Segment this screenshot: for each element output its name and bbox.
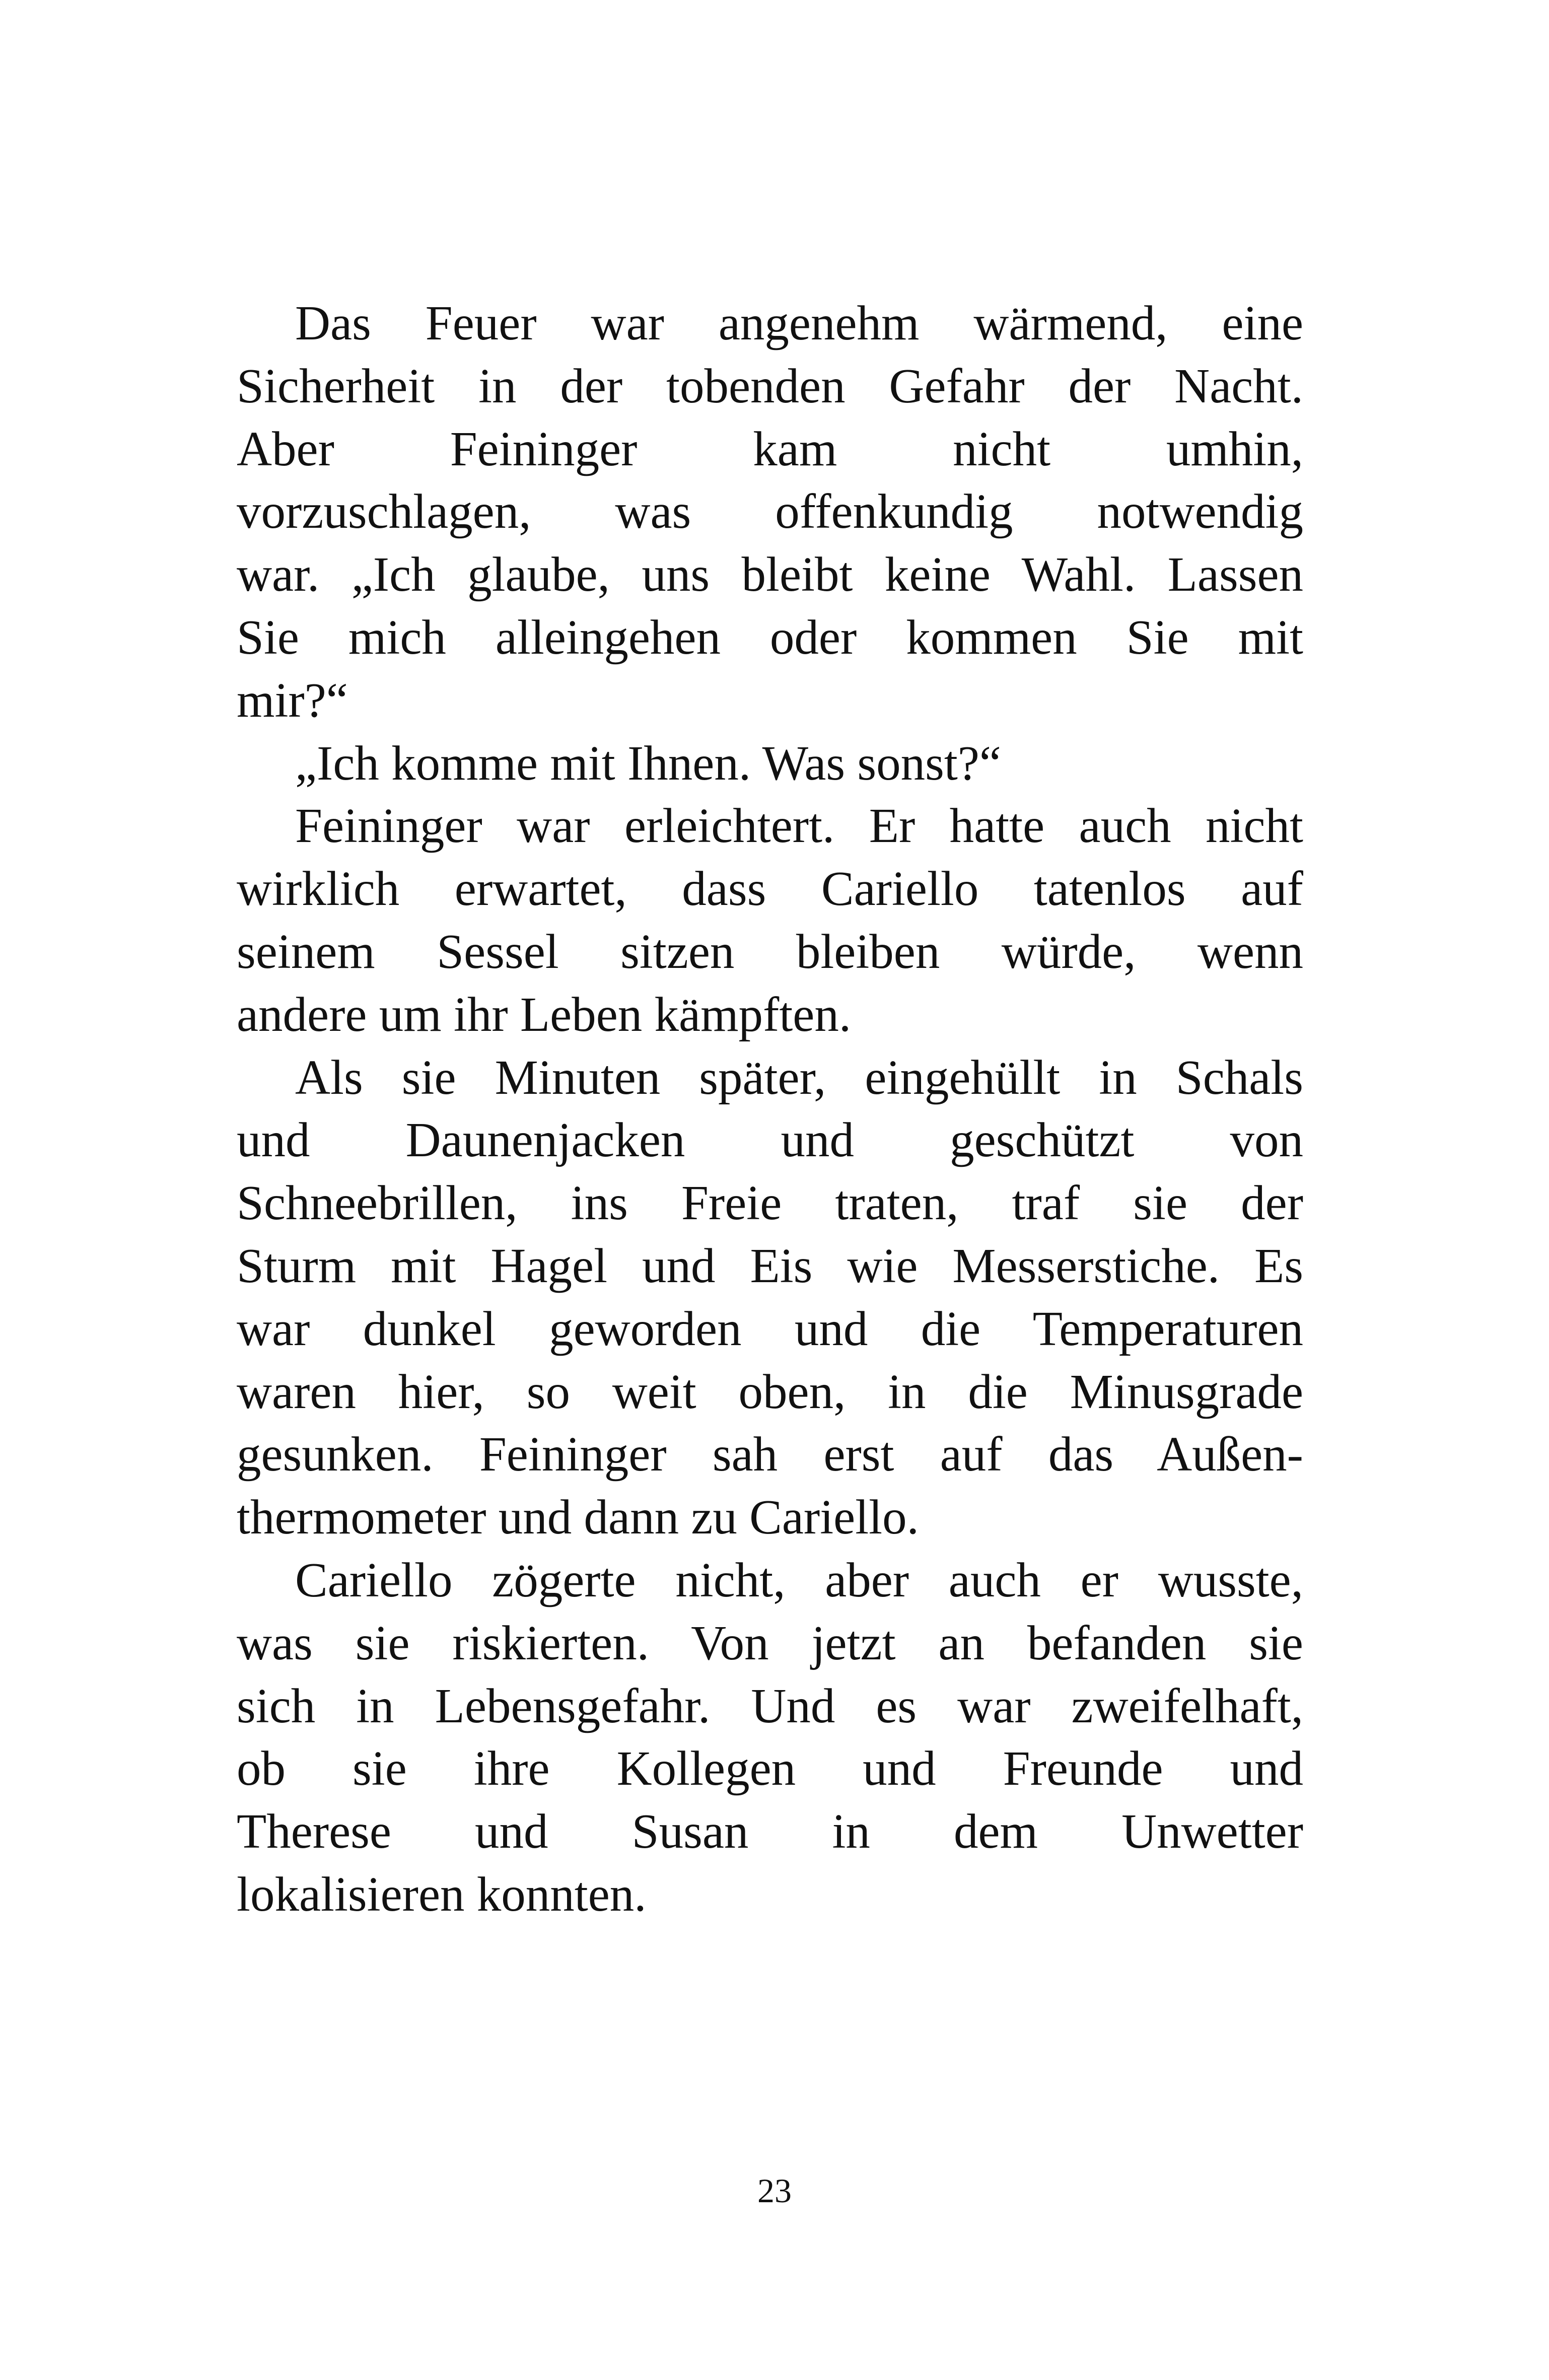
paragraph-4 <box>237 1046 1303 1549</box>
text-line: lokalisieren konnten. <box>237 1867 647 1921</box>
text-line: war. „Ich glaube, uns bleibt keine Wahl. Lassen <box>237 547 1303 602</box>
text-line: mir?“ <box>237 673 348 727</box>
text-line: Aber Feininger kam nicht umhin, <box>237 422 1303 476</box>
text-line: Als sie Minuten später, eingehüllt in Schals <box>295 1050 1303 1104</box>
paragraph-1 <box>237 292 1303 732</box>
text-line: Das Feuer war angenehm wärmend, eine <box>295 296 1303 350</box>
body-text <box>237 292 1303 1926</box>
text-line: gesunken. Feininger sah erst auf das Außen- <box>237 1427 1303 1482</box>
text-line: und Daunenjacken und geschützt von <box>237 1113 1303 1167</box>
text-line: Sie mich alleingehen oder kommen Sie mit <box>237 610 1303 664</box>
text-line: Schneebrillen, ins Freie traten, traf sie der <box>237 1176 1303 1230</box>
text-line: seinem Sessel sitzen bleiben würde, wenn <box>237 924 1303 978</box>
text-line: Sicherheit in der tobenden Gefahr der Nacht. <box>237 359 1303 413</box>
text-line: Therese und Susan in dem Unwetter <box>237 1804 1303 1859</box>
text-line: sich in Lebensgefahr. Und es war zweifelhaft, <box>237 1678 1303 1733</box>
text-line: war dunkel geworden und die Temperaturen <box>237 1301 1303 1356</box>
text-line: thermometer und dann zu Cariello. <box>237 1490 919 1545</box>
page-number: 23 <box>757 2172 792 2210</box>
text-line: Cariello zögerte nicht, aber auch er wusste, <box>295 1553 1303 1607</box>
text-line: Feininger war erleichtert. Er hatte auch nicht <box>295 799 1303 853</box>
text-line: Sturm mit Hagel und Eis wie Messerstiche. Es <box>237 1238 1303 1293</box>
text-line: ob sie ihre Kollegen und Freunde und <box>237 1741 1303 1796</box>
text-line: vorzuschlagen, was offenkundig notwendig <box>237 484 1303 539</box>
text-line: „Ich komme mit Ihnen. Was sonst?“ <box>295 736 1001 790</box>
text-line: waren hier, so weit oben, in die Minusgrade <box>237 1364 1303 1419</box>
paragraph-5 <box>237 1549 1303 1926</box>
text-line: wirklich erwartet, dass Cariello tatenlos auf <box>237 862 1303 916</box>
text-line: was sie riskierten. Von jetzt an befanden sie <box>237 1616 1303 1670</box>
paragraph-3 <box>237 795 1303 1046</box>
paragraph-2 <box>237 732 1303 795</box>
text-line: andere um ihr Leben kämpften. <box>237 987 852 1041</box>
